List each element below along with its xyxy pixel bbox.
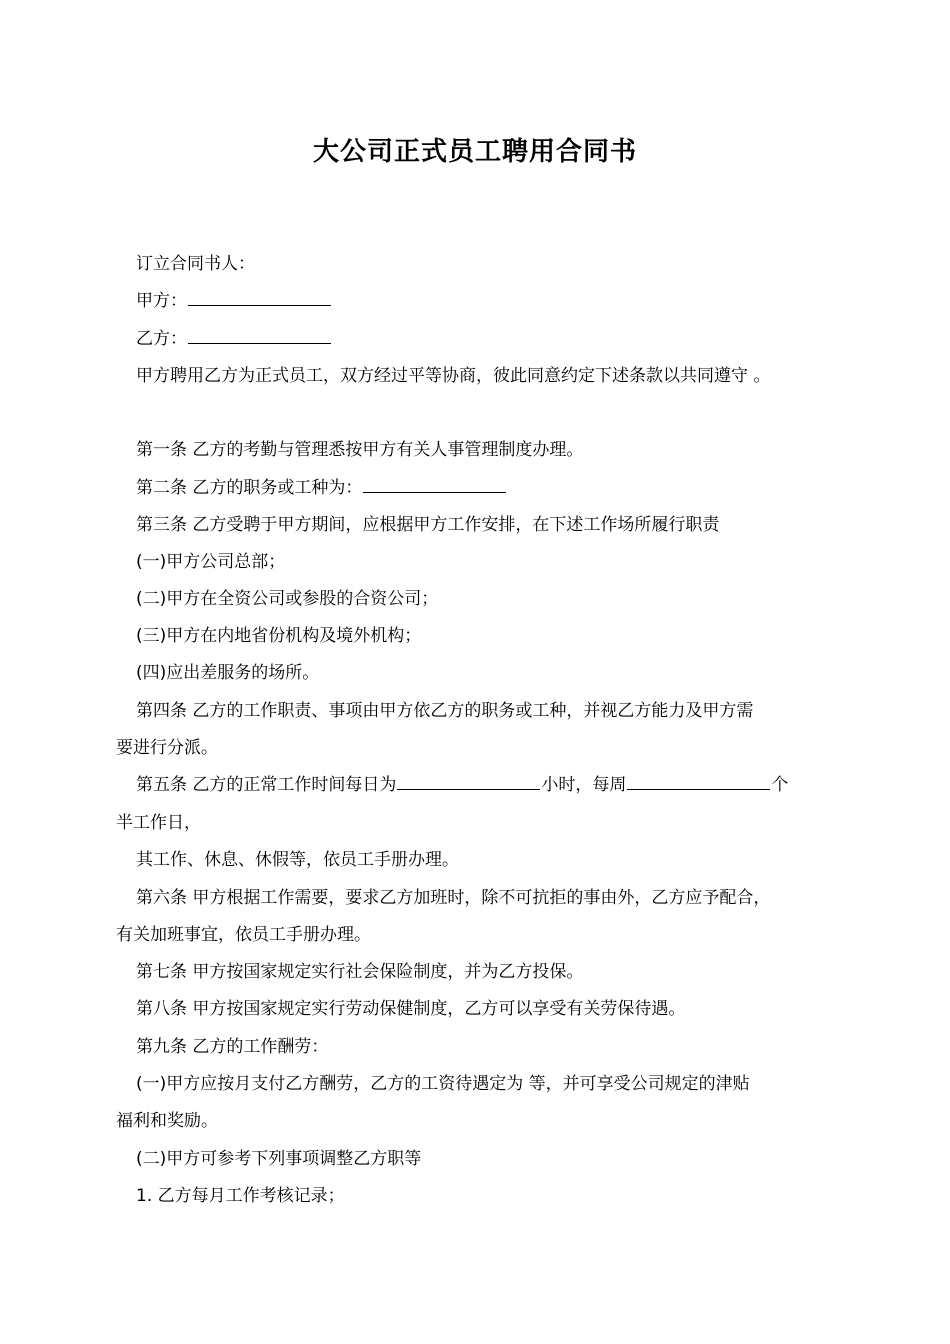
clause-1: 第一条 乙方的考勤与管理悉按甲方有关人事管理制度办理。	[136, 440, 584, 460]
clause-7: 第七条 甲方按国家规定实行社会保险制度，并为乙方投保。	[136, 962, 584, 982]
daily-hours-blank	[397, 773, 540, 790]
clause-9: 第九条 乙方的工作酬劳：	[136, 1037, 329, 1057]
clause-5-part-1: 第五条 乙方的正常工作时间每日为	[136, 775, 397, 795]
clause-3-item-3: (三)甲方在内地省份机构及境外机构；	[136, 626, 422, 646]
party-a-line	[136, 289, 332, 313]
clause-4-line-2: 要进行分派。	[116, 738, 218, 758]
position-blank	[363, 476, 506, 493]
clause-9-item-1-line-1: (一)甲方应按月支付乙方酬劳，乙方的工资待遇定为 等，并可享受公司规定的津贴	[136, 1074, 750, 1094]
clause-9-item-2-sub-1: 1. 乙方每月工作考核记录；	[136, 1186, 345, 1206]
clause-5-line-2: 半工作日，	[116, 813, 201, 833]
clause-4-line-1: 第四条 乙方的工作职责、事项由甲方依乙方的职务或工种，并视乙方能力及甲方需	[136, 701, 754, 721]
party-b-blank	[188, 327, 331, 344]
clause-9-item-2: (二)甲方可参考下列事项调整乙方职等	[136, 1149, 422, 1169]
clause-6-line-1: 第六条 甲方根据工作需要，要求乙方加班时，除不可抗拒的事由外，乙方应予配合，	[136, 888, 771, 908]
clause-9-item-1-line-2: 福利和奖励。	[116, 1111, 218, 1131]
party-b-line	[136, 327, 332, 351]
clause-5-line-3: 其工作、休息、休假等，依员工手册办理。	[136, 850, 459, 870]
clause-5-line-1	[136, 773, 788, 797]
clause-2-text: 第二条 乙方的职务或工种为：	[136, 478, 363, 498]
clause-5-part-3: 个	[771, 775, 789, 795]
clause-3-item-1: (一)甲方公司总部；	[136, 552, 286, 572]
preamble: 甲方聘用乙方为正式员工，双方经过平等协商，彼此同意约定下述条款以共同遵守 。	[136, 366, 771, 386]
party-a-label: 甲方：	[136, 291, 187, 311]
clause-3: 第三条 乙方受聘于甲方期间，应根据甲方工作安排，在下述工作场所履行职责	[136, 515, 720, 535]
signers-label: 订立合同书人：	[136, 254, 255, 274]
clause-3-item-4: (四)应出差服务的场所。	[136, 663, 320, 683]
clause-2	[136, 476, 507, 500]
clause-8: 第八条 甲方按国家规定实行劳动保健制度，乙方可以享受有关劳保待遇。	[136, 999, 686, 1019]
clause-3-item-2: (二)甲方在全资公司或参股的合资公司；	[136, 589, 439, 609]
party-a-blank	[188, 289, 331, 306]
clause-5-part-2: 小时，每周	[541, 775, 627, 795]
weekly-days-blank	[627, 773, 770, 790]
document-title: 大公司正式员工聘用合同书	[312, 137, 637, 167]
party-b-label: 乙方：	[136, 329, 187, 349]
clause-6-line-2: 有关加班事宜，依员工手册办理。	[116, 925, 371, 945]
